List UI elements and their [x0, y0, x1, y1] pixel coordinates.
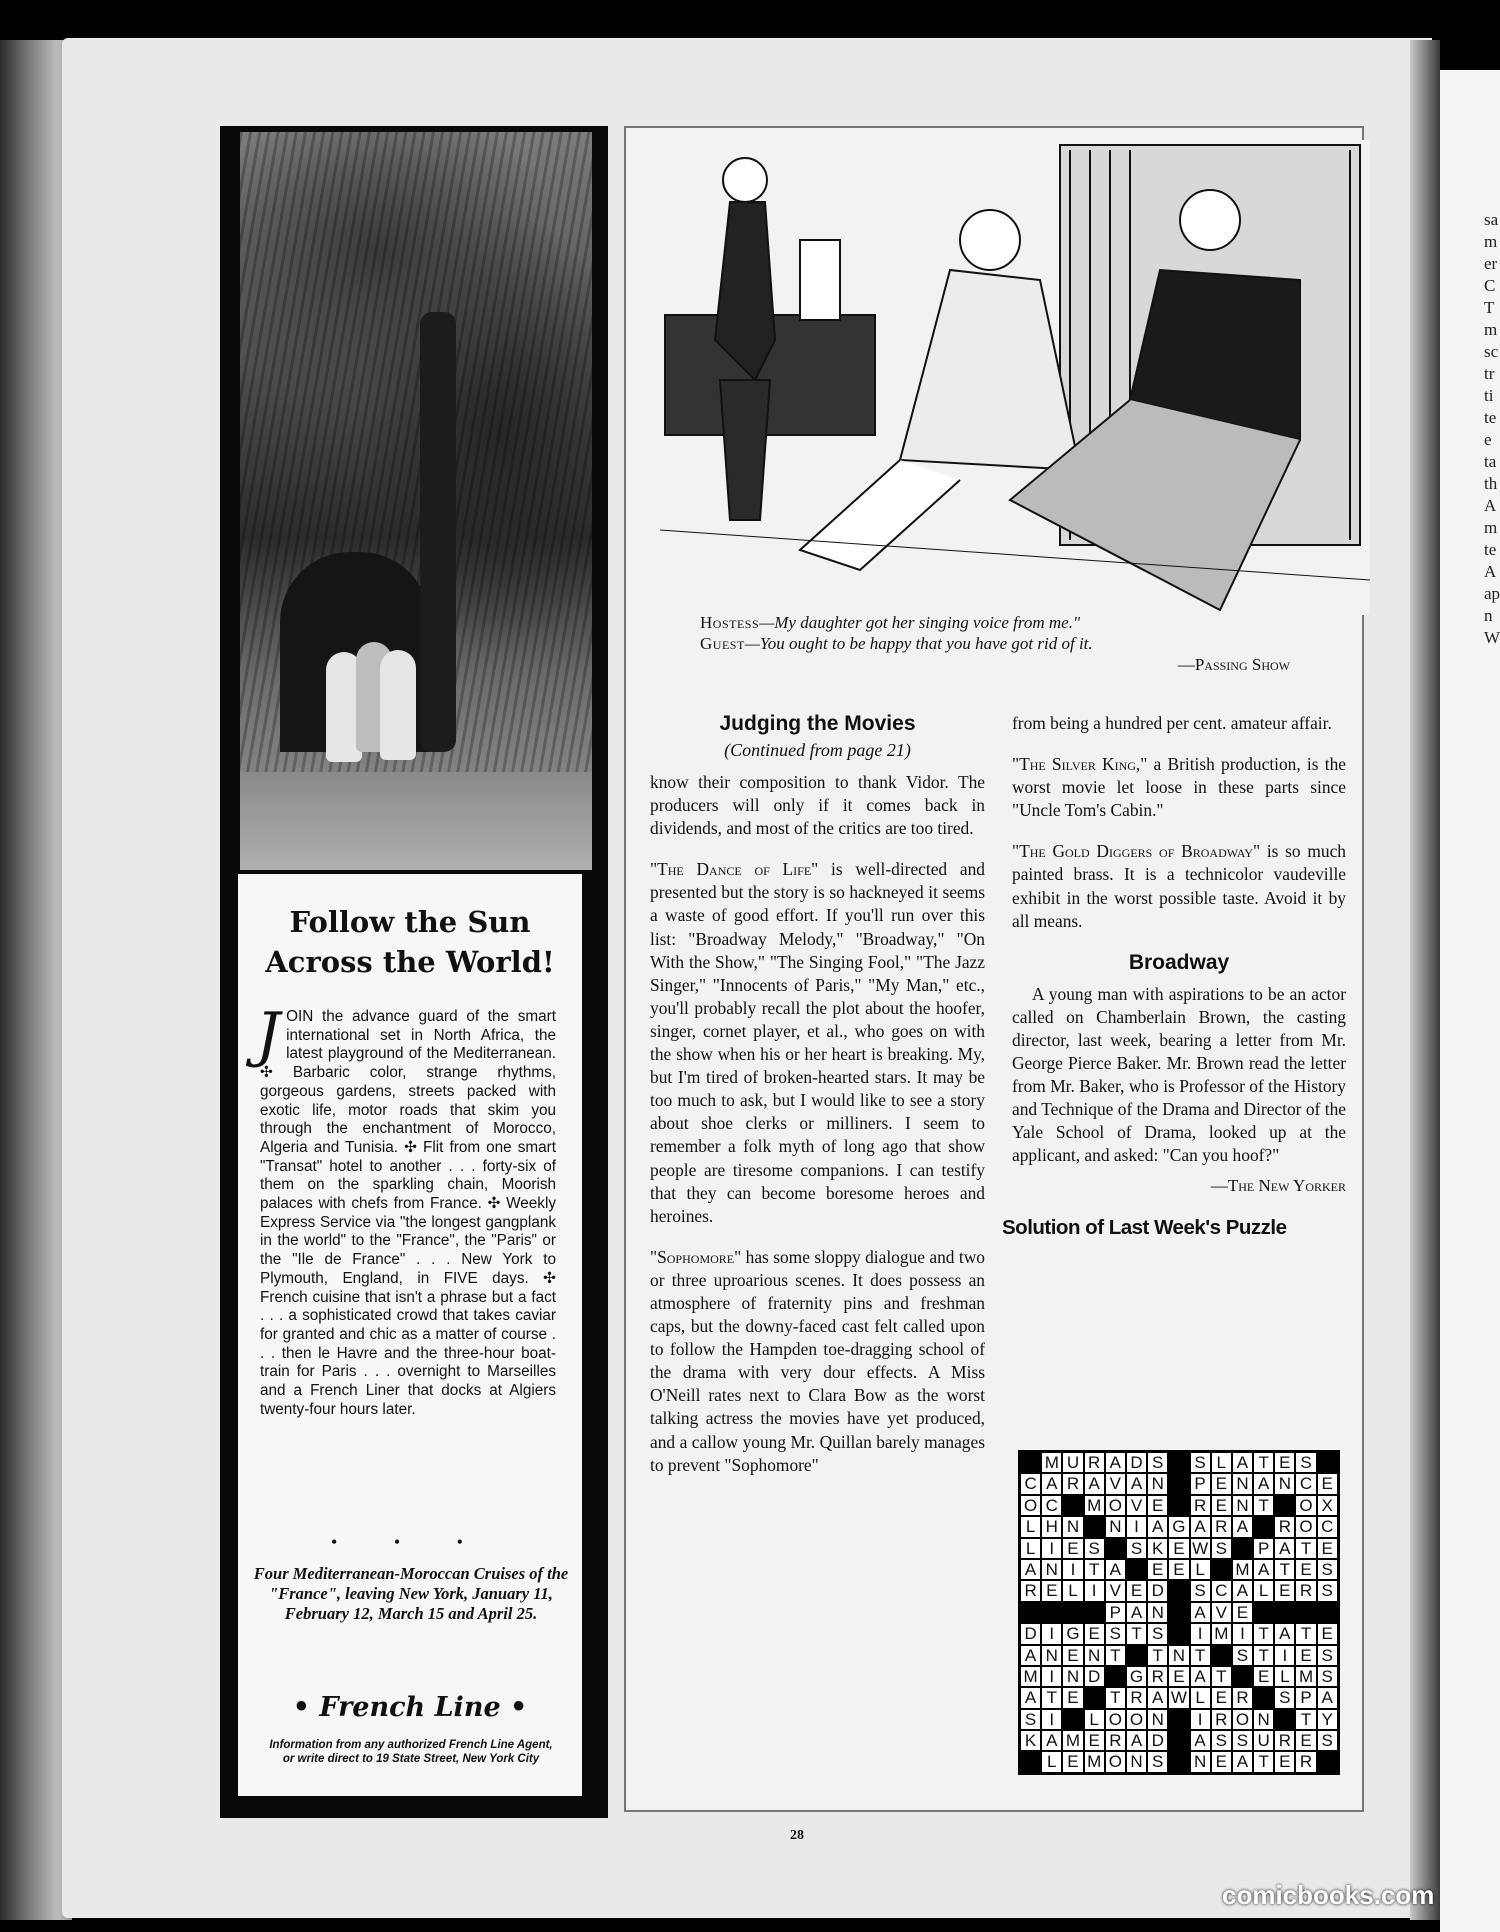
letter-square: E	[1317, 1473, 1338, 1494]
letter-square: R	[1232, 1687, 1253, 1708]
letter-square: A	[1190, 1602, 1211, 1623]
letter-square: I	[1190, 1623, 1211, 1644]
letter-square: R	[1211, 1516, 1232, 1537]
letter-square: N	[1126, 1751, 1147, 1772]
black-square	[1062, 1495, 1083, 1516]
black-square	[1274, 1495, 1295, 1516]
letter-square: O	[1295, 1516, 1316, 1537]
article-paragraph: "The Gold Diggers of Broadway" is so much painted brass. It is a technicolor vaudeville exhibit in the worst possible taste. Avoid it by all means.	[1012, 841, 1346, 931]
black-square	[1274, 1602, 1295, 1623]
letter-square: I	[1041, 1623, 1062, 1644]
letter-square: S	[1211, 1730, 1232, 1751]
black-square	[1041, 1602, 1062, 1623]
letter-square: M	[1295, 1666, 1316, 1687]
article-column-1	[650, 712, 985, 1495]
letter-square: I	[1232, 1623, 1253, 1644]
letter-square: S	[1147, 1751, 1168, 1772]
black-square	[1211, 1645, 1232, 1666]
letter-square: E	[1084, 1623, 1105, 1644]
letter-square: L	[1190, 1687, 1211, 1708]
letter-square: E	[1274, 1580, 1295, 1601]
letter-square: S	[1274, 1687, 1295, 1708]
letter-square: A	[1190, 1730, 1211, 1751]
letter-square: N	[1190, 1751, 1211, 1772]
letter-square: S	[1211, 1538, 1232, 1559]
letter-square: A	[1232, 1452, 1253, 1473]
black-square	[1211, 1559, 1232, 1580]
letter-square: E	[1274, 1452, 1295, 1473]
letter-square: W	[1168, 1687, 1189, 1708]
letter-square: R	[1190, 1495, 1211, 1516]
letter-square: T	[1105, 1687, 1126, 1708]
letter-square: S	[1105, 1623, 1126, 1644]
letter-square: A	[1105, 1452, 1126, 1473]
letter-square: O	[1105, 1751, 1126, 1772]
black-square	[1020, 1602, 1041, 1623]
black-square	[1253, 1687, 1274, 1708]
black-square	[1126, 1559, 1147, 1580]
ad-body-copy: JOIN the advance guard of the smart international set in North Africa, the latest playground of the Mediterranean. ✣ Barbaric color, strange rhythms, gorgeous gardens, streets packed with exotic life, motor roads that skim you through the enchantment of Morocco, Algeria and Tunisia. ✣ Flit from one smart "Transat" hotel to another . . . forty-six of them on the sparkling chain, Moorish palaces with chefs from France. ✣ Weekly Express Service via "the longest gangplank in the world" to the "France", the "Paris" or the "Ile de France" . . . New York to Plymouth, England, in FIVE days. ✣ French cuisine that isn't a phrase but a fact . . . a sophisticated crowd that takes caviar for granted and chic as a matter of course . . . then le Havre and the three-hour boat-train for Paris . . . overnight to Marseilles and a French Liner that docks at Algiers twenty-four hours later.	[256, 1000, 556, 1418]
next-page-text-fragment: sa	[1484, 210, 1499, 229]
article-paragraph: "The Dance of Life" is well-directed and presented but the story is so hackneyed it seems a waste of good effort. If you'll run over this list: "Broadway Melody," "Broadway," "On With the Show," "The Singing Fool," "The Jazz Singer," "Innocents of Paris," "My Man," etc., you'll probably recall the plot about the hoofer, singer, cornet player, et al., who goes on with the show when his or her heart is breaking. My, but I'm tired of broken-hearted stars. It may be too much to ask, but I would like to see a story about shoe clerks or milliners. I seem to remember a folk myth of long ago that show people are tiresome companions. I can testify that they can become boresome heroes and heroines.	[650, 859, 985, 1226]
letter-square: A	[1232, 1580, 1253, 1601]
letter-square: S	[1084, 1538, 1105, 1559]
letter-square: P	[1190, 1473, 1211, 1494]
next-page-text-fragment: m	[1484, 232, 1498, 251]
letter-square: S	[1295, 1452, 1316, 1473]
letter-square: L	[1020, 1516, 1041, 1537]
letter-square: S	[1317, 1559, 1338, 1580]
letter-square: A	[1126, 1730, 1147, 1751]
letter-square: E	[1211, 1495, 1232, 1516]
black-square	[1084, 1516, 1105, 1537]
black-square	[1295, 1602, 1316, 1623]
black-square	[1253, 1602, 1274, 1623]
letter-square: R	[1211, 1709, 1232, 1730]
letter-square: V	[1126, 1495, 1147, 1516]
letter-square: R	[1274, 1730, 1295, 1751]
letter-square: S	[1190, 1452, 1211, 1473]
black-square	[1317, 1751, 1338, 1772]
letter-square: R	[1084, 1452, 1105, 1473]
black-square	[1168, 1709, 1189, 1730]
letter-square: T	[1105, 1645, 1126, 1666]
next-page-text-fragment: tr	[1484, 364, 1495, 383]
letter-square: E	[1147, 1495, 1168, 1516]
black-square	[1168, 1623, 1189, 1644]
letter-square: D	[1020, 1623, 1041, 1644]
broadway-attribution: —The New Yorker	[1210, 1175, 1346, 1195]
letter-square: I	[1274, 1645, 1295, 1666]
black-square	[1317, 1602, 1338, 1623]
letter-square: E	[1147, 1559, 1168, 1580]
black-square	[1168, 1730, 1189, 1751]
letter-square: N	[1147, 1709, 1168, 1730]
letter-square: A	[1274, 1623, 1295, 1644]
crossword-solution-grid	[1018, 1450, 1340, 1775]
letter-square: M	[1211, 1623, 1232, 1644]
next-page-text-fragment: A	[1484, 496, 1497, 515]
letter-square: T	[1253, 1645, 1274, 1666]
letter-square: O	[1105, 1495, 1126, 1516]
black-square	[1274, 1709, 1295, 1730]
article-paragraph: know their composition to thank Vidor. The producers will only if it comes back in dividends, and most of the critics are too tired.	[650, 772, 985, 839]
letter-square: Y	[1317, 1709, 1338, 1730]
black-square	[1232, 1538, 1253, 1559]
letter-square: I	[1062, 1559, 1083, 1580]
black-square	[1105, 1538, 1126, 1559]
ad-headline: Follow the Sun Across the World!	[265, 905, 555, 979]
letter-square: C	[1211, 1580, 1232, 1601]
tree-trunk	[420, 312, 456, 752]
letter-square: P	[1105, 1602, 1126, 1623]
letter-square: A	[1190, 1516, 1211, 1537]
black-square	[1084, 1602, 1105, 1623]
letter-square: R	[1147, 1666, 1168, 1687]
letter-square: G	[1168, 1516, 1189, 1537]
letter-square: H	[1041, 1516, 1062, 1537]
letter-square: A	[1232, 1516, 1253, 1537]
book-gutter	[1410, 40, 1440, 1920]
letter-square: E	[1317, 1538, 1338, 1559]
letter-square: O	[1105, 1709, 1126, 1730]
letter-square: M	[1084, 1751, 1105, 1772]
letter-square: L	[1084, 1709, 1105, 1730]
letter-square: A	[1126, 1602, 1147, 1623]
black-square	[1168, 1602, 1189, 1623]
letter-square: V	[1105, 1580, 1126, 1601]
letter-square: E	[1211, 1473, 1232, 1494]
letter-square: M	[1062, 1730, 1083, 1751]
letter-square: T	[1253, 1495, 1274, 1516]
letter-square: R	[1295, 1751, 1316, 1772]
black-square	[1020, 1751, 1041, 1772]
letter-square: I	[1084, 1580, 1105, 1601]
letter-square: D	[1084, 1666, 1105, 1687]
black-square	[1168, 1452, 1189, 1473]
letter-square: T	[1126, 1623, 1147, 1644]
watermark: comicbooks.com	[1222, 1880, 1435, 1910]
article-column-2	[1002, 712, 1346, 1250]
letter-square: S	[1232, 1730, 1253, 1751]
next-page-text-fragment: ta	[1484, 452, 1497, 471]
letter-square: I	[1041, 1666, 1062, 1687]
letter-square: O	[1126, 1709, 1147, 1730]
letter-square: M	[1041, 1452, 1062, 1473]
letter-square: T	[1253, 1452, 1274, 1473]
ad-cruise-schedule: Four Mediterranean-Moroccan Cruises of the "France", leaving New York, January 11, February 12, March 15 and April 25.	[253, 1564, 569, 1623]
letter-square: T	[1295, 1538, 1316, 1559]
letter-square: A	[1253, 1559, 1274, 1580]
letter-square: T	[1253, 1751, 1274, 1772]
next-page-text-fragment: ti	[1484, 386, 1494, 405]
drop-cap: J	[256, 1000, 281, 1070]
letter-square: A	[1020, 1687, 1041, 1708]
next-page-text-fragment: C	[1484, 276, 1496, 295]
letter-square: A	[1274, 1538, 1295, 1559]
letter-square: D	[1147, 1730, 1168, 1751]
ad-photograph	[240, 132, 592, 870]
next-page-edge	[1440, 70, 1500, 1932]
letter-square: A	[1317, 1687, 1338, 1708]
letter-square: L	[1020, 1538, 1041, 1559]
letter-square: I	[1041, 1538, 1062, 1559]
letter-square: N	[1147, 1473, 1168, 1494]
letter-square: E	[1295, 1645, 1316, 1666]
letter-square: A	[1020, 1645, 1041, 1666]
letter-square: V	[1211, 1602, 1232, 1623]
letter-square: R	[1062, 1473, 1083, 1494]
next-page-text-fragment: te	[1484, 540, 1497, 559]
french-line-logo: • French Line •	[292, 1692, 528, 1723]
letter-square: V	[1105, 1473, 1126, 1494]
black-square	[1168, 1473, 1189, 1494]
letter-square: A	[1041, 1730, 1062, 1751]
letter-square: S	[1232, 1645, 1253, 1666]
letter-square: A	[1084, 1473, 1105, 1494]
letter-square: R	[1020, 1580, 1041, 1601]
letter-square: E	[1274, 1751, 1295, 1772]
letter-square: L	[1211, 1452, 1232, 1473]
next-page-text-fragment: A	[1484, 562, 1497, 581]
letter-square: O	[1020, 1495, 1041, 1516]
cartoon-illustration	[660, 140, 1370, 615]
black-square	[1168, 1751, 1189, 1772]
letter-square: T	[1295, 1709, 1316, 1730]
letter-square: E	[1126, 1580, 1147, 1601]
black-square	[1105, 1666, 1126, 1687]
next-page-text-fragment: e	[1484, 430, 1492, 449]
letter-square: N	[1041, 1559, 1062, 1580]
letter-square: N	[1274, 1473, 1295, 1494]
letter-square: C	[1317, 1516, 1338, 1537]
letter-square: M	[1084, 1495, 1105, 1516]
letter-square: L	[1190, 1559, 1211, 1580]
letter-square: N	[1232, 1495, 1253, 1516]
letter-square: T	[1211, 1666, 1232, 1687]
letter-square: X	[1317, 1495, 1338, 1516]
letter-square: R	[1126, 1687, 1147, 1708]
letter-square: N	[1084, 1645, 1105, 1666]
letter-square: E	[1168, 1538, 1189, 1559]
letter-square: A	[1041, 1473, 1062, 1494]
article-paragraph: "The Silver King," a British production, is the worst movie let loose in these parts since "Uncle Tom's Cabin."	[1012, 754, 1346, 821]
letter-square: O	[1295, 1495, 1316, 1516]
letter-square: S	[1317, 1666, 1338, 1687]
letter-square: A	[1147, 1516, 1168, 1537]
continued-note: (Continued from page 21)	[724, 740, 911, 760]
letter-square: C	[1295, 1473, 1316, 1494]
puzzle-heading: Solution of Last Week's Puzzle	[1002, 1215, 1287, 1239]
letter-square: I	[1041, 1709, 1062, 1730]
article-paragraph: from being a hundred per cent. amateur affair.	[1012, 713, 1332, 733]
letter-square: S	[1147, 1623, 1168, 1644]
black-square	[1062, 1602, 1083, 1623]
letter-square: S	[1317, 1730, 1338, 1751]
letter-square: S	[1147, 1452, 1168, 1473]
letter-square: P	[1295, 1687, 1316, 1708]
letter-square: A	[1253, 1473, 1274, 1494]
ornament-dots: • • •	[331, 1532, 489, 1552]
letter-square: T	[1253, 1623, 1274, 1644]
letter-square: U	[1253, 1730, 1274, 1751]
letter-square: P	[1253, 1538, 1274, 1559]
letter-square: E	[1295, 1730, 1316, 1751]
letter-square: K	[1020, 1730, 1041, 1751]
black-square	[1168, 1580, 1189, 1601]
letter-square: G	[1126, 1666, 1147, 1687]
letter-square: L	[1274, 1666, 1295, 1687]
letter-square: E	[1168, 1559, 1189, 1580]
ad-contact-info: Information from any authorized French Line Agent, or write direct to 19 State Street, New York City	[269, 1739, 553, 1765]
black-square	[1084, 1687, 1105, 1708]
next-page-text-fragment: W	[1484, 628, 1500, 647]
broadway-heading: Broadway	[1128, 950, 1230, 974]
letter-square: T	[1190, 1645, 1211, 1666]
letter-square: L	[1253, 1580, 1274, 1601]
letter-square: R	[1295, 1580, 1316, 1601]
letter-square: N	[1041, 1645, 1062, 1666]
letter-square: E	[1295, 1559, 1316, 1580]
letter-square: U	[1062, 1452, 1083, 1473]
letter-square: N	[1105, 1516, 1126, 1537]
letter-square: R	[1105, 1730, 1126, 1751]
letter-square: E	[1211, 1751, 1232, 1772]
next-page-text-fragment: th	[1484, 474, 1498, 493]
article-heading: Judging the Movies	[719, 712, 916, 735]
page-number: 28	[790, 1828, 804, 1843]
letter-square: E	[1232, 1602, 1253, 1623]
letter-square: E	[1168, 1666, 1189, 1687]
letter-square: C	[1041, 1495, 1062, 1516]
letter-square: S	[1317, 1645, 1338, 1666]
letter-square: E	[1084, 1730, 1105, 1751]
letter-square: L	[1041, 1751, 1062, 1772]
letter-square: W	[1190, 1538, 1211, 1559]
next-page-text-fragment: er	[1484, 254, 1498, 273]
letter-square: E	[1041, 1580, 1062, 1601]
ad-text-panel	[238, 874, 582, 1796]
letter-square: S	[1190, 1580, 1211, 1601]
next-page-text-fragment: n	[1484, 606, 1493, 625]
letter-square: T	[1295, 1623, 1316, 1644]
letter-square: M	[1232, 1559, 1253, 1580]
letter-square: N	[1147, 1602, 1168, 1623]
caption-attribution: —Passing Show	[1177, 655, 1290, 674]
letter-square: A	[1105, 1559, 1126, 1580]
black-square	[1232, 1666, 1253, 1687]
letter-square: S	[1317, 1580, 1338, 1601]
letter-square: S	[1020, 1709, 1041, 1730]
broadway-paragraph: A young man with aspirations to be an actor called on Chamberlain Brown, the casting director, last week, bearing a letter from Mr. George Pierce Baker. Mr. Brown read the letter from Mr. Baker, who is Professor of the History and Technique of the Drama and Director of the Yale School of Drama, looked up at the applicant, and asked: "Can you hoof?"	[1012, 983, 1346, 1166]
next-page-text-fragment: m	[1484, 320, 1498, 339]
letter-square: I	[1190, 1709, 1211, 1730]
letter-square: M	[1020, 1666, 1041, 1687]
letter-square: K	[1147, 1538, 1168, 1559]
letter-square: G	[1062, 1623, 1083, 1644]
letter-square: A	[1020, 1559, 1041, 1580]
letter-square: I	[1126, 1516, 1147, 1537]
letter-square: N	[1062, 1666, 1083, 1687]
letter-square: E	[1253, 1666, 1274, 1687]
letter-square: N	[1232, 1473, 1253, 1494]
letter-square: C	[1020, 1473, 1041, 1494]
letter-square: O	[1232, 1709, 1253, 1730]
letter-square: A	[1190, 1666, 1211, 1687]
letter-square: E	[1062, 1751, 1083, 1772]
next-page-text-fragment: te	[1484, 408, 1497, 427]
black-square	[1317, 1452, 1338, 1473]
letter-square: L	[1062, 1580, 1083, 1601]
article-paragraph: "Sophomore" has some sloppy dialogue and two or three uproarious scenes. It does possess an atmosphere of fraternity pins and freshman caps, but the downy-faced cast felt called upon to follow the Hampden toe-dragging school of the drama with very dour effects. A Miss O'Neill rates next to Clara Bow as the worst talking actress the movies have yet produced, and a callow young Mr. Quillan barely manages to prevent "Sophomore"	[650, 1246, 985, 1475]
black-square	[1253, 1516, 1274, 1537]
letter-square: D	[1147, 1580, 1168, 1601]
letter-square: A	[1232, 1751, 1253, 1772]
letter-square: N	[1168, 1645, 1189, 1666]
letter-square: N	[1062, 1516, 1083, 1537]
black-square	[1062, 1709, 1083, 1730]
letter-square: T	[1147, 1645, 1168, 1666]
letter-square: E	[1062, 1645, 1083, 1666]
french-line-advertisement	[220, 126, 608, 1818]
letter-square: E	[1062, 1538, 1083, 1559]
letter-square: E	[1211, 1687, 1232, 1708]
veiled-figure	[380, 650, 416, 760]
letter-square: E	[1317, 1623, 1338, 1644]
letter-square: A	[1126, 1473, 1147, 1494]
black-square	[1126, 1645, 1147, 1666]
ground	[240, 772, 592, 870]
letter-square: D	[1126, 1452, 1147, 1473]
letter-square: S	[1126, 1538, 1147, 1559]
black-square	[1168, 1495, 1189, 1516]
next-page-text-fragment: sc	[1484, 342, 1499, 361]
cartoon-caption: Hostess—My daughter got her singing voice from me." Guest—You ought to be happy that you have got rid of it. —Passing Show	[700, 613, 1290, 674]
letter-square: T	[1041, 1687, 1062, 1708]
next-page-text-fragment: ap	[1484, 584, 1500, 603]
letter-square: E	[1062, 1687, 1083, 1708]
letter-square: A	[1147, 1687, 1168, 1708]
next-page-text-fragment: m	[1484, 518, 1498, 537]
letter-square: T	[1274, 1559, 1295, 1580]
letter-square: N	[1253, 1709, 1274, 1730]
letter-square: R	[1274, 1516, 1295, 1537]
letter-square: T	[1084, 1559, 1105, 1580]
black-square	[1020, 1452, 1041, 1473]
next-page-text-fragment: T	[1484, 298, 1495, 317]
